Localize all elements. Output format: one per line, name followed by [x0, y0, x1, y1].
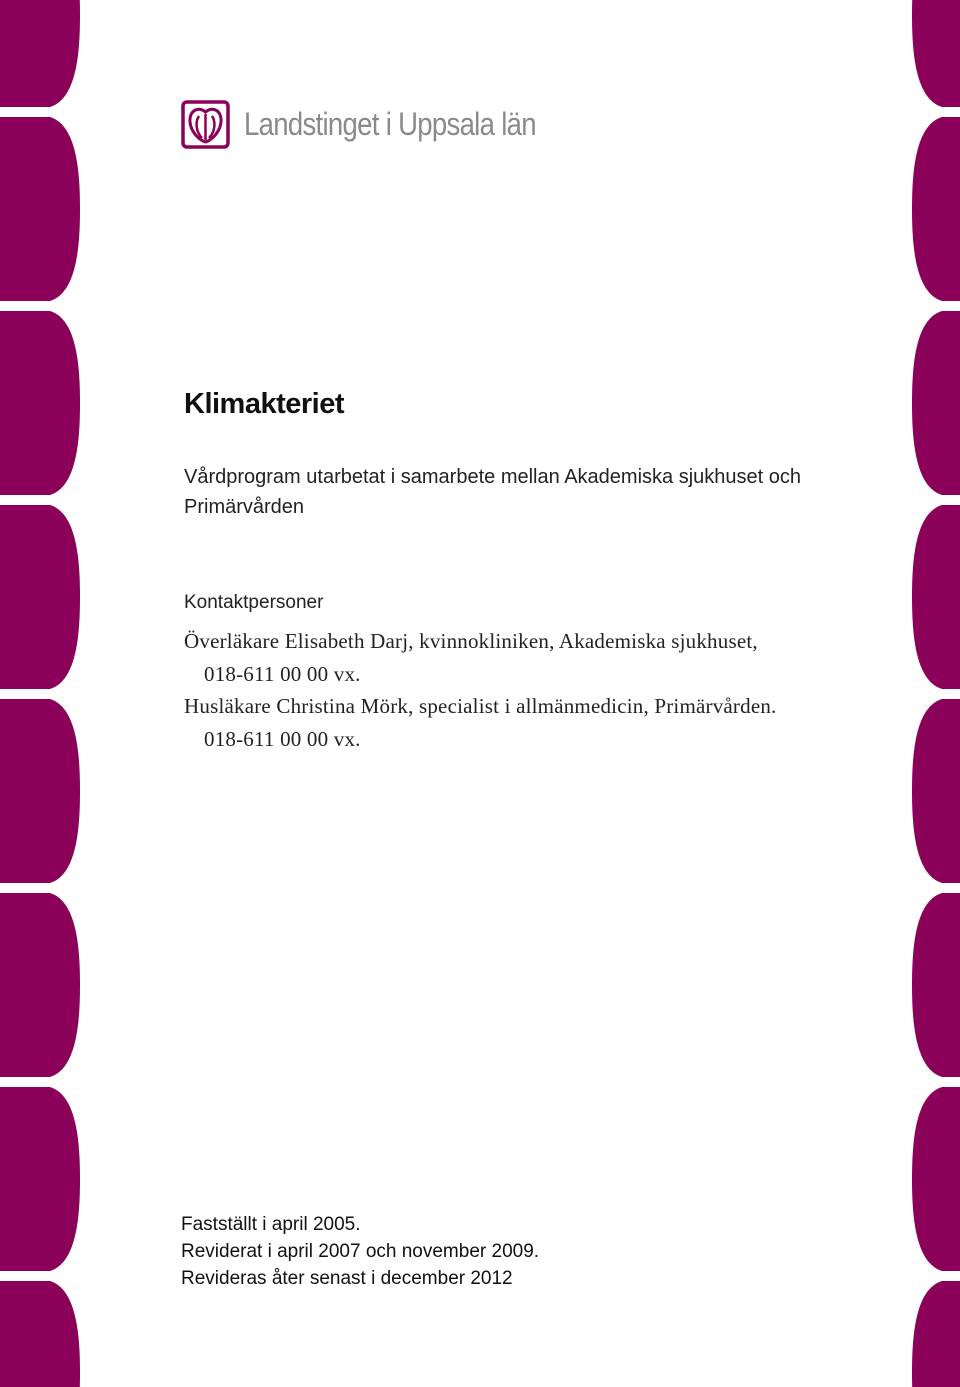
apple-heart-logo-icon: [181, 100, 230, 149]
border-scallop: [912, 1087, 960, 1271]
contacts-heading: Kontaktpersoner: [184, 592, 324, 613]
border-scallop: [912, 117, 960, 301]
contact-phone: 018-611 00 00 vx.: [204, 661, 361, 686]
border-scallop: [912, 311, 960, 495]
contact-item: [184, 690, 884, 755]
border-scallop: [0, 1281, 80, 1387]
border-scallop: [912, 0, 960, 107]
right-scalloped-border: [912, 0, 960, 1387]
border-scallop: [0, 311, 80, 495]
left-scalloped-border: [0, 0, 80, 1387]
contacts-list: [184, 625, 884, 755]
contact-item: [184, 625, 884, 690]
border-scallop: [0, 0, 80, 107]
document-title: Klimakteriet: [184, 388, 345, 420]
border-scallop: [912, 699, 960, 883]
document-subtitle: Vårdprogram utarbetat i samarbete mellan Akademiska sjukhuset och Primärvården: [184, 466, 801, 518]
brand-name: Landstinget i Uppsala län: [244, 106, 536, 142]
border-scallop: [912, 1281, 960, 1387]
revision-footer: [181, 1211, 539, 1292]
border-scallop: [912, 505, 960, 689]
contact-line: Överläkare Elisabeth Darj, kvinnokliniken, Akademiska sjukhuset,: [184, 629, 758, 653]
contact-line: Husläkare Christina Mörk, specialist i allmänmedicin, Primärvården.: [184, 694, 777, 718]
border-scallop: [0, 1087, 80, 1271]
brand-logo: [181, 100, 583, 149]
footer-line-revised: Reviderat i april 2007 och november 2009.: [181, 1241, 540, 1262]
border-scallop: [912, 893, 960, 1077]
contact-phone: 018-611 00 00 vx.: [204, 726, 361, 751]
border-scallop: [0, 893, 80, 1077]
footer-line-established: Fastställt i april 2005.: [181, 1214, 361, 1235]
border-scallop: [0, 699, 80, 883]
footer-line-next-revision: Revideras åter senast i december 2012: [181, 1268, 513, 1289]
border-scallop: [0, 117, 80, 301]
border-scallop: [0, 505, 80, 689]
